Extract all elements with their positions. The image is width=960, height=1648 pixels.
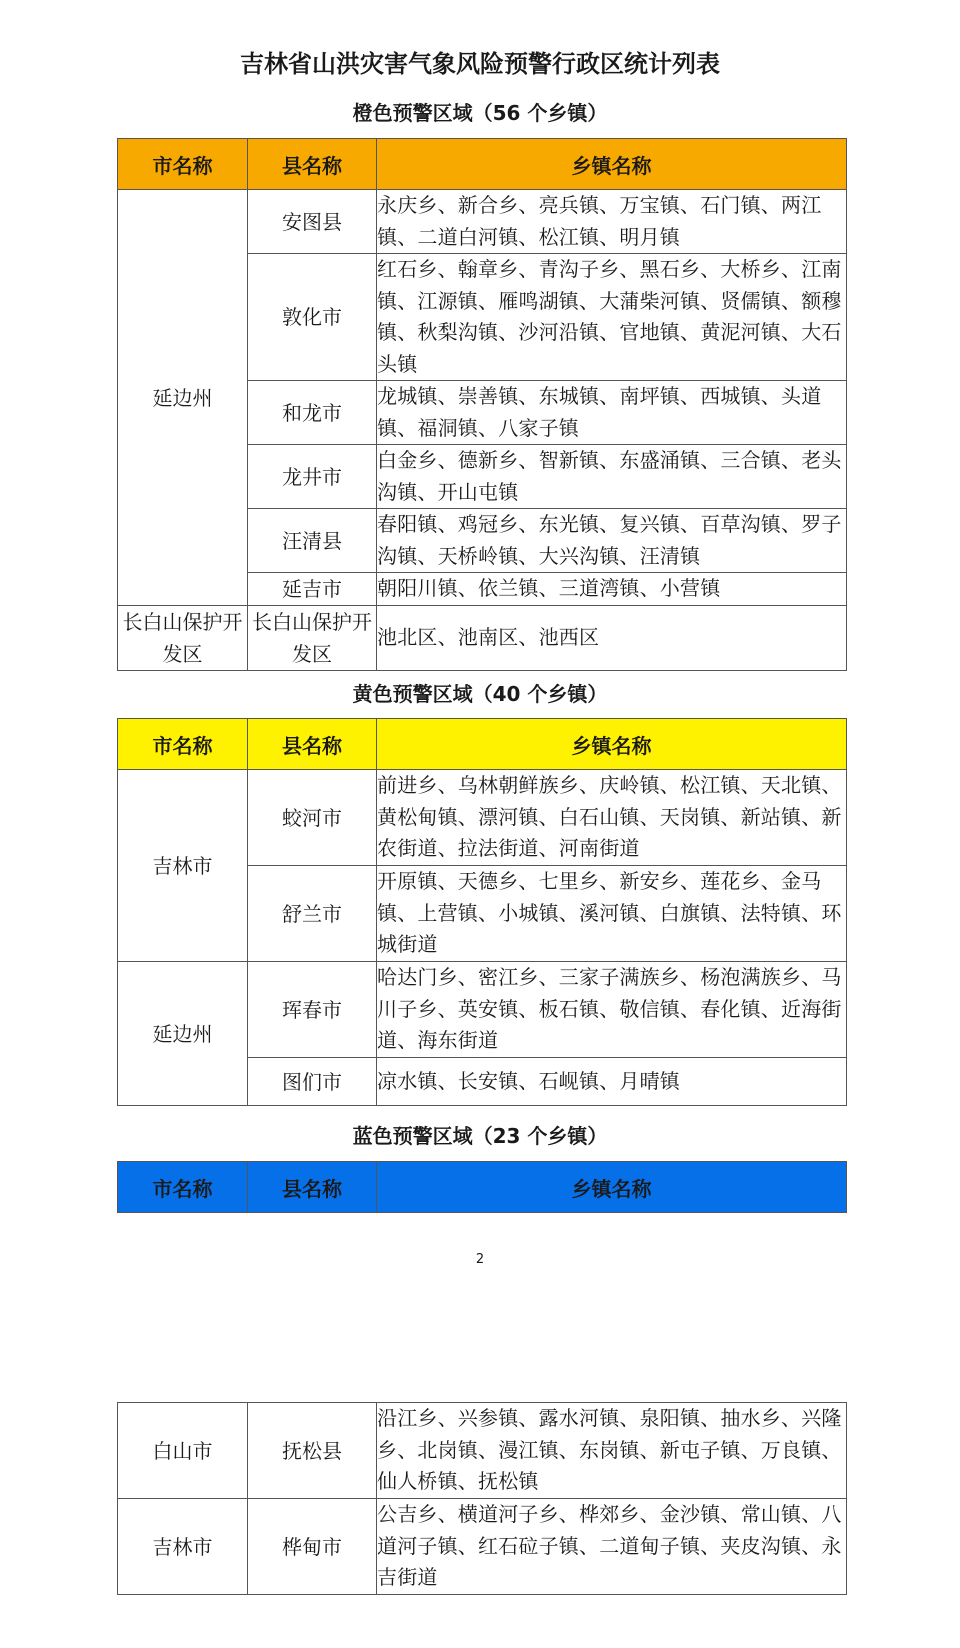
towns-cell: 春阳镇、鸡冠乡、东光镇、复兴镇、百草沟镇、罗子沟镇、天桥岭镇、大兴沟镇、汪清镇: [377, 509, 847, 573]
header-city: 市名称: [118, 139, 248, 190]
yellow-header-row: [118, 719, 847, 770]
county-cell: 桦甸市: [248, 1499, 377, 1595]
header-county: 县名称: [248, 139, 377, 190]
county-cell: 舒兰市: [248, 866, 377, 962]
blue-section-title: 蓝色预警区域（23 个乡镇）: [352, 1124, 608, 1148]
table-row: [118, 1403, 847, 1499]
city-cell: 吉林市: [118, 770, 248, 962]
towns-cell: 池北区、池南区、池西区: [377, 606, 847, 671]
towns-cell: 永庆乡、新合乡、亮兵镇、万宝镇、石门镇、两江镇、二道白河镇、松江镇、明月镇: [377, 190, 847, 254]
header-towns: 乡镇名称: [377, 139, 847, 190]
county-cell: 抚松县: [248, 1403, 377, 1499]
city-cell: 吉林市: [118, 1499, 248, 1595]
towns-cell: 开原镇、天德乡、七里乡、新安乡、莲花乡、金马镇、上营镇、小城镇、溪河镇、白旗镇、法特镇、环城街道: [377, 866, 847, 962]
document-title: 吉林省山洪灾害气象风险预警行政区统计列表: [240, 50, 720, 78]
orange-header-row: [118, 139, 847, 190]
table-row: [118, 1499, 847, 1595]
county-cell: 蛟河市: [248, 770, 377, 866]
city-cell: 延边州: [118, 962, 248, 1106]
towns-cell: 白金乡、德新乡、智新镇、东盛涌镇、三合镇、老头沟镇、开山屯镇: [377, 445, 847, 509]
city-cell: 白山市: [118, 1403, 248, 1499]
header-city: 市名称: [118, 1162, 248, 1213]
yellow-section-title: 黄色预警区域（40 个乡镇）: [352, 682, 608, 706]
yellow-warning-table: [117, 718, 847, 1106]
orange-section-title: 橙色预警区域（56 个乡镇）: [352, 101, 608, 125]
towns-cell: 前进乡、乌林朝鲜族乡、庆岭镇、松江镇、天北镇、黄松甸镇、漂河镇、白石山镇、天岗镇、新站镇、新农街道、拉法街道、河南街道: [377, 770, 847, 866]
blue-header-row: [118, 1162, 847, 1213]
county-cell: 长白山保护开发区: [248, 606, 377, 671]
county-cell: 图们市: [248, 1058, 377, 1106]
county-cell: 敦化市: [248, 254, 377, 381]
header-county: 县名称: [248, 719, 377, 770]
blue-warning-table: [117, 1402, 847, 1595]
county-cell: 和龙市: [248, 381, 377, 445]
header-towns: 乡镇名称: [377, 1162, 847, 1213]
orange-warning-table: [117, 138, 847, 671]
towns-cell: 哈达门乡、密江乡、三家子满族乡、杨泡满族乡、马川子乡、英安镇、板石镇、敬信镇、春化镇、近海街道、海东街道: [377, 962, 847, 1058]
table-row: [118, 770, 847, 866]
city-cell: 延边州: [118, 190, 248, 606]
towns-cell: 凉水镇、长安镇、石岘镇、月晴镇: [377, 1058, 847, 1106]
county-cell: 汪清县: [248, 509, 377, 573]
county-cell: 延吉市: [248, 573, 377, 606]
header-city: 市名称: [118, 719, 248, 770]
table-row: [118, 190, 847, 254]
page-number: 2: [475, 1252, 485, 1267]
county-cell: 龙井市: [248, 445, 377, 509]
blue-warning-table-header: [117, 1161, 847, 1213]
towns-cell: 沿江乡、兴参镇、露水河镇、泉阳镇、抽水乡、兴隆乡、北岗镇、漫江镇、东岗镇、新屯子镇、万良镇、仙人桥镇、抚松镇: [377, 1403, 847, 1499]
table-row: [118, 606, 847, 671]
towns-cell: 朝阳川镇、依兰镇、三道湾镇、小营镇: [377, 573, 847, 606]
table-row: [118, 962, 847, 1058]
towns-cell: 龙城镇、崇善镇、东城镇、南坪镇、西城镇、头道镇、福洞镇、八家子镇: [377, 381, 847, 445]
header-county: 县名称: [248, 1162, 377, 1213]
county-cell: 珲春市: [248, 962, 377, 1058]
header-towns: 乡镇名称: [377, 719, 847, 770]
towns-cell: 红石乡、翰章乡、青沟子乡、黑石乡、大桥乡、江南镇、江源镇、雁鸣湖镇、大蒲柴河镇、贤儒镇、额穆镇、秋梨沟镇、沙河沿镇、官地镇、黄泥河镇、大石头镇: [377, 254, 847, 381]
county-cell: 安图县: [248, 190, 377, 254]
city-cell: 长白山保护开发区: [118, 606, 248, 671]
towns-cell: 公吉乡、横道河子乡、桦郊乡、金沙镇、常山镇、八道河子镇、红石砬子镇、二道甸子镇、夹皮沟镇、永吉街道: [377, 1499, 847, 1595]
